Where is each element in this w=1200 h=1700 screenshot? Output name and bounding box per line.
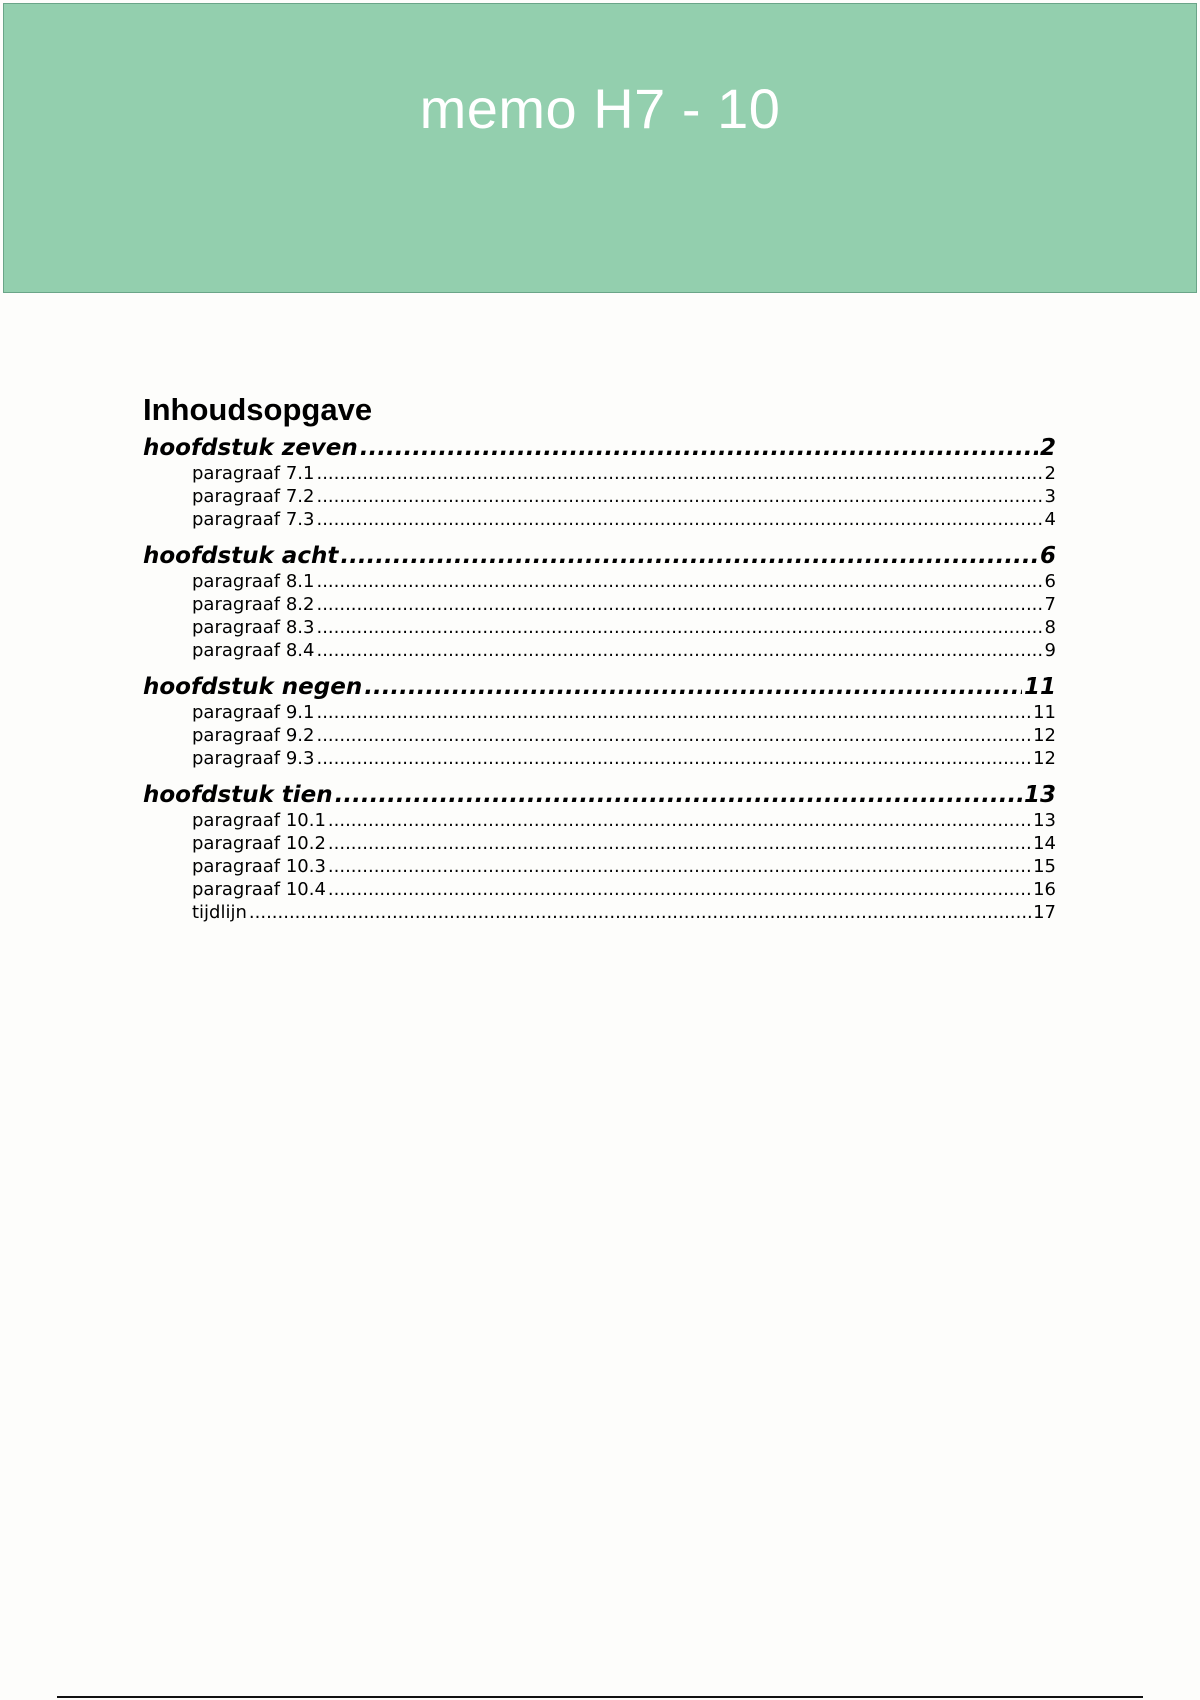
toc-section-entry[interactable] (143, 901, 1056, 924)
toc-page-number: 12 (1033, 725, 1056, 746)
toc-page-number: 16 (1033, 879, 1056, 900)
dot-leader (316, 724, 1031, 746)
dot-leader (249, 901, 1031, 923)
toc-page-number: 17 (1033, 902, 1056, 923)
toc-section-entry[interactable] (143, 855, 1056, 878)
footer-divider (57, 1696, 1143, 1698)
toc-section-title: paragraaf 8.1 (192, 571, 315, 592)
toc-page-number: 6 (1039, 543, 1056, 569)
toc-section-entry[interactable] (143, 747, 1056, 770)
toc-section-entry[interactable] (143, 593, 1056, 616)
toc-page-number: 12 (1033, 748, 1056, 769)
dot-leader (316, 747, 1031, 769)
title-banner (3, 3, 1197, 293)
toc-section-entry[interactable] (143, 570, 1056, 593)
toc-section-title: paragraaf 10.3 (192, 856, 326, 877)
toc-page-number: 11 (1023, 674, 1056, 700)
toc-chapter-title: hoofdstuk negen (143, 674, 363, 700)
toc-section-title: paragraaf 10.1 (192, 810, 326, 831)
toc-chapter-entry[interactable] (143, 781, 1056, 809)
dot-leader (328, 832, 1031, 854)
toc-chapter-title: hoofdstuk tien (143, 782, 333, 808)
toc-section-title: paragraaf 8.2 (192, 594, 315, 615)
dot-leader (316, 485, 1042, 507)
document-title: memo H7 - 10 (419, 77, 781, 140)
dot-leader (316, 570, 1042, 592)
dot-leader (364, 673, 1022, 701)
dot-leader (360, 434, 1038, 462)
toc-chapter-entry[interactable] (143, 434, 1056, 462)
toc-section-title: paragraaf 10.2 (192, 833, 326, 854)
toc-page-number: 9 (1044, 640, 1056, 661)
dot-leader (328, 809, 1031, 831)
dot-leader (316, 462, 1042, 484)
toc-section-title: paragraaf 7.1 (192, 463, 315, 484)
toc-section-title: paragraaf 7.3 (192, 509, 315, 530)
toc-section-entry[interactable] (143, 616, 1056, 639)
toc-section-entry[interactable] (143, 508, 1056, 531)
toc-page-number: 3 (1044, 486, 1056, 507)
dot-leader (316, 616, 1042, 638)
toc-section-title: paragraaf 9.3 (192, 748, 315, 769)
toc-section-title: paragraaf 7.2 (192, 486, 315, 507)
toc-section-title: paragraaf 9.2 (192, 725, 315, 746)
dot-leader (340, 542, 1038, 570)
dot-leader (328, 855, 1031, 877)
toc-section-entry[interactable] (143, 832, 1056, 855)
toc-page-number: 7 (1044, 594, 1056, 615)
dot-leader (316, 701, 1031, 723)
toc-page-number: 11 (1033, 702, 1056, 723)
toc-page-number: 14 (1033, 833, 1056, 854)
toc-section-title: tijdlijn (192, 902, 247, 923)
toc-section-entry[interactable] (143, 701, 1056, 724)
toc-page-number: 2 (1044, 463, 1056, 484)
toc-page-number: 6 (1044, 571, 1056, 592)
toc-page-number: 2 (1039, 435, 1056, 461)
toc-page-number: 15 (1033, 856, 1056, 877)
dot-leader (316, 508, 1042, 530)
toc-section-title: paragraaf 8.3 (192, 617, 315, 638)
toc-section-entry[interactable] (143, 639, 1056, 662)
toc-page-number: 13 (1023, 782, 1056, 808)
toc-section-entry[interactable] (143, 724, 1056, 747)
toc-heading: Inhoudsopgave (143, 392, 373, 427)
toc-chapter-entry[interactable] (143, 542, 1056, 570)
dot-leader (335, 781, 1022, 809)
toc-chapter-title: hoofdstuk zeven (143, 435, 358, 461)
toc-section-entry[interactable] (143, 809, 1056, 832)
toc-section-title: paragraaf 8.4 (192, 640, 315, 661)
toc-section-title: paragraaf 10.4 (192, 879, 326, 900)
toc-page-number: 8 (1044, 617, 1056, 638)
toc-page-number: 13 (1033, 810, 1056, 831)
toc-section-title: paragraaf 9.1 (192, 702, 315, 723)
toc-section-entry[interactable] (143, 878, 1056, 901)
dot-leader (316, 593, 1042, 615)
dot-leader (316, 639, 1042, 661)
toc-page-number: 4 (1044, 509, 1056, 530)
toc-section-entry[interactable] (143, 485, 1056, 508)
toc-section-entry[interactable] (143, 462, 1056, 485)
dot-leader (328, 878, 1031, 900)
toc-chapter-entry[interactable] (143, 673, 1056, 701)
toc-chapter-title: hoofdstuk acht (143, 543, 339, 569)
table-of-contents (143, 390, 1056, 924)
